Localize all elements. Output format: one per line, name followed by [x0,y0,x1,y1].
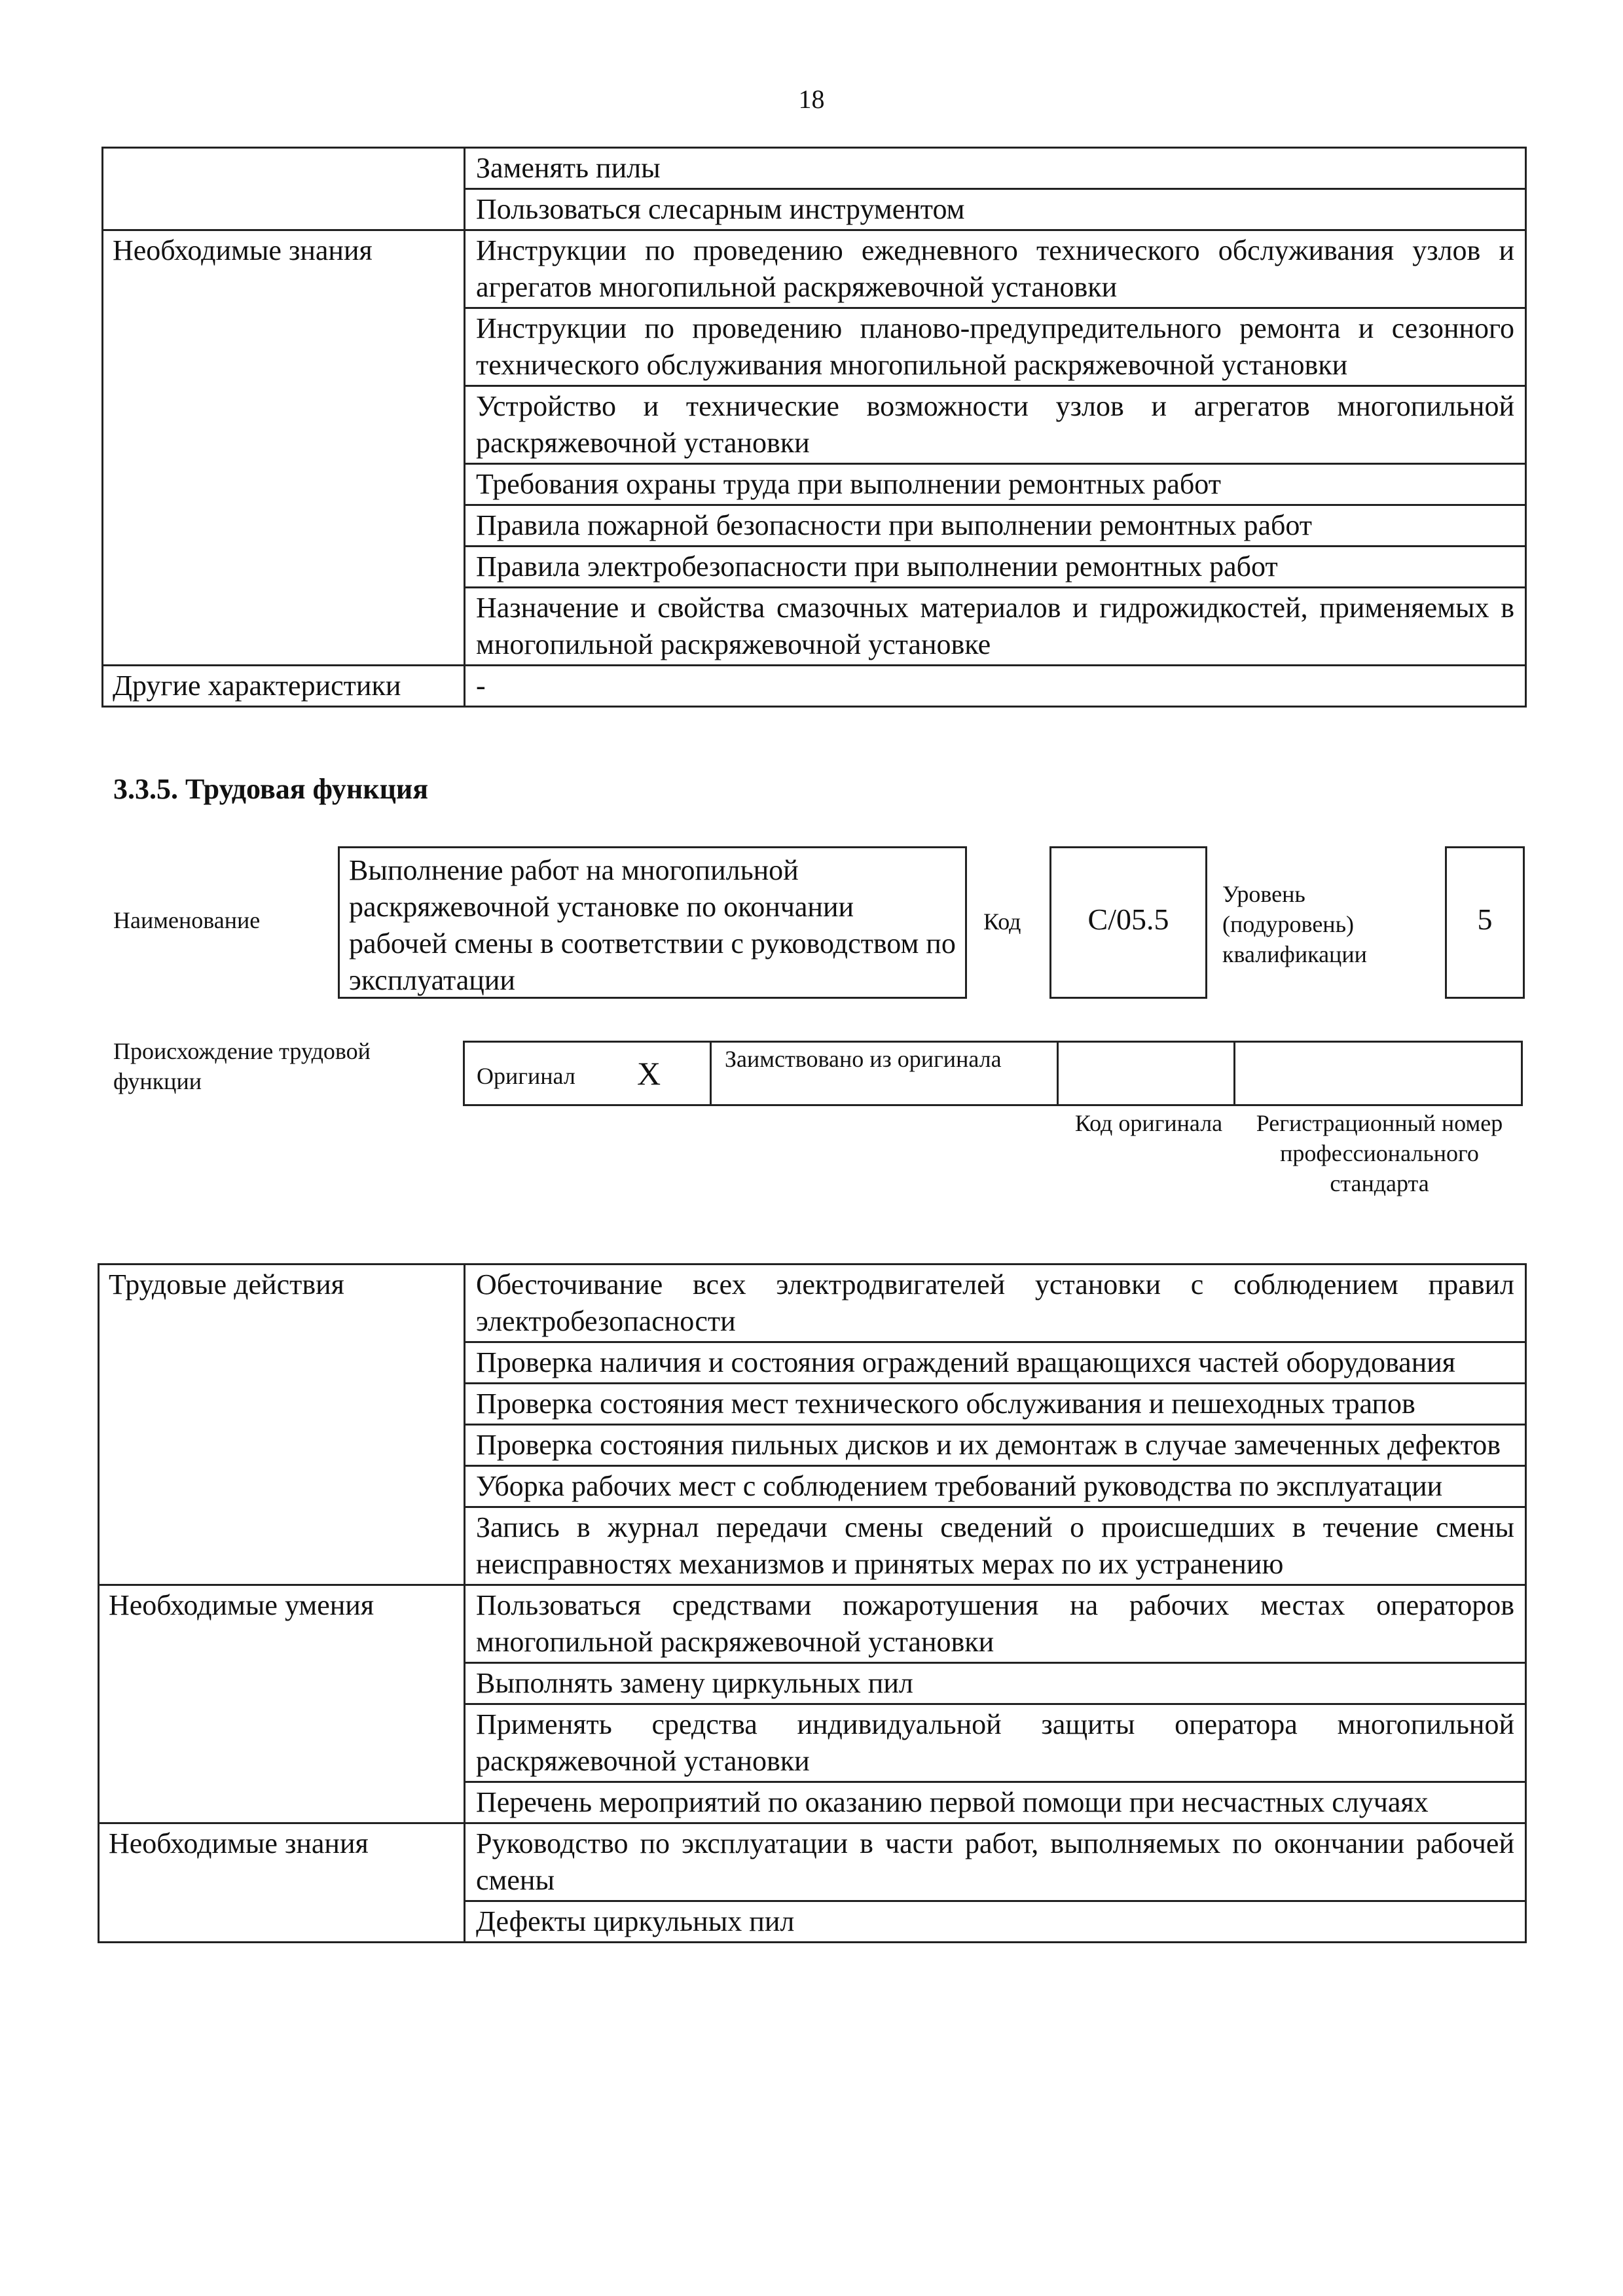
row-label: Другие характеристики [103,666,465,707]
row-value: Обесточивание всех электродвигателей установки с соблюдением правил электробезопасности [465,1265,1526,1342]
page-number: 18 [798,84,825,114]
knowledge-table [101,147,1527,708]
row-value: Проверка наличия и состояния ограждений вращающихся частей оборудования [465,1342,1526,1384]
row-value: Дефекты циркульных пил [465,1901,1526,1943]
origin-borrowed-cell [710,1041,1059,1106]
function-name: Выполнение работ на многопильной раскряжевочной установке по окончании рабочей смены в соответствии с руководством по эксплуатации [349,854,956,996]
level-box [1445,846,1525,999]
row-value: Выполнять замену циркульных пил [465,1663,1526,1704]
row-value: Правила пожарной безопасности при выполнении ремонтных работ [465,505,1526,547]
table-row [103,666,1526,707]
row-value: Уборка рабочих мест с соблюдением требований руководства по эксплуатации [465,1466,1526,1507]
row-value: Устройство и технические возможности узлов и агрегатов многопильной раскряжевочной установки [465,386,1526,464]
row-value: Правила электробезопасности при выполнении ремонтных работ [465,547,1526,588]
row-label: Трудовые действия [99,1265,465,1585]
code-box [1049,846,1207,999]
row-value: Руководство по эксплуатации в части работ, выполняемых по окончании рабочей смены [465,1823,1526,1901]
borrowed-label: Заимствовано из оригинала [725,1046,1002,1072]
row-value: Пользоваться средствами пожаротушения на рабочих местах операторов многопильной раскряжевочной установки [465,1585,1526,1663]
level-value: 5 [1477,903,1493,936]
origin-code-cell [1057,1041,1235,1106]
row-value: Применять средства индивидуальной защиты оператора многопильной раскряжевочной установки [465,1704,1526,1782]
row-value: Проверка состояния мест технического обслуживания и пешеходных трапов [465,1384,1526,1425]
row-value: Заменять пилы [465,148,1526,189]
row-label: Необходимые умения [99,1585,465,1823]
origin-row [463,1041,1525,1106]
origin-original-cell [463,1041,712,1106]
table-row [99,1585,1526,1663]
function-name-box [338,846,967,999]
row-value: - [465,666,1526,707]
origin-reg-cell [1233,1041,1523,1106]
code-value: C/05.5 [1087,903,1169,936]
row-value: Инструкции по проведению планово-предупредительного ремонта и сезонного технического обслуживания многопильной раскряжевочной установки [465,308,1526,386]
row-value: Проверка состояния пильных дисков и их демонтаж в случае замеченных дефектов [465,1425,1526,1466]
row-label: Необходимые знания [103,230,465,666]
code-label: Код [983,908,1021,935]
row-label [103,148,465,230]
table-row [99,1265,1526,1342]
row-value: Назначение и свойства смазочных материалов и гидрожидкостей, применяемых в многопильной раскряжевочной установке [465,588,1526,666]
level-label: Уровень (подуровень) квалификации [1222,881,1367,967]
row-value: Требования охраны труда при выполнении ремонтных работ [465,464,1526,505]
table-row [99,1823,1526,1901]
origin-label: Происхождение трудовой функции [113,1038,371,1094]
row-label: Необходимые знания [99,1823,465,1943]
row-value: Инструкции по проведению ежедневного технического обслуживания узлов и агрегатов многопильной раскряжевочной установки [465,230,1526,308]
row-value: Перечень мероприятий по оказанию первой помощи при несчастных случаях [465,1782,1526,1823]
function-table [98,1263,1527,1943]
code-caption: Код оригинала [1074,1110,1223,1136]
table-row [103,148,1526,189]
original-label: Оригинал [477,1063,575,1089]
table-row [103,230,1526,308]
row-value: Пользоваться слесарным инструментом [465,189,1526,230]
original-mark: X [637,1055,661,1092]
name-label: Наименование [113,907,261,933]
reg-caption: Регистрационный номер профессионального стандарта [1256,1110,1503,1196]
row-value: Запись в журнал передачи смены сведений о происшедших в течение смены неисправностях механизмов и принятых мерах по их устранению [465,1507,1526,1585]
section-heading: 3.3.5. Трудовая функция [113,773,429,805]
